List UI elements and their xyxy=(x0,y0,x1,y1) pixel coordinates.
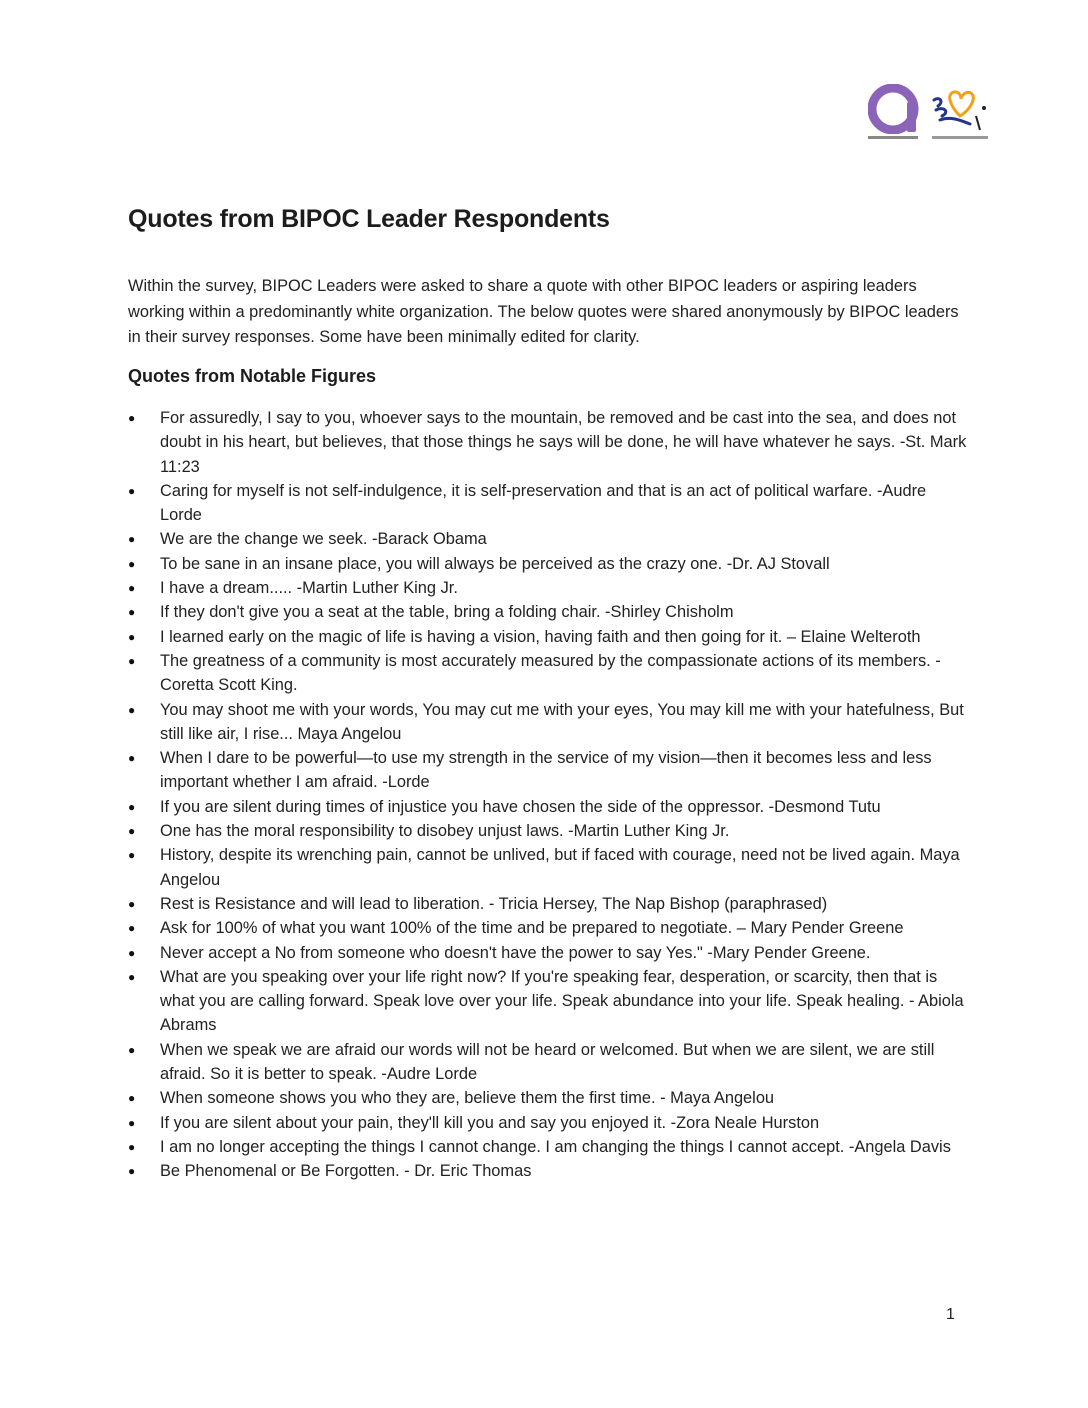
quote-item xyxy=(128,552,968,576)
quote-text: Ask for 100% of what you want 100% of the time and be prepared to negotiate. – Mary Pender Greene xyxy=(160,919,904,938)
quote-item xyxy=(128,698,968,747)
quote-item xyxy=(128,1159,968,1183)
quote-item xyxy=(128,600,968,624)
quote-item xyxy=(128,649,968,698)
quote-item xyxy=(128,1086,968,1110)
quote-text: If they don't give you a seat at the table, bring a folding chair. -Shirley Chisholm xyxy=(160,603,734,622)
quote-text: When someone shows you who they are, believe them the first time. - Maya Angelou xyxy=(160,1089,775,1108)
bullet-icon: ● xyxy=(128,1091,136,1106)
quote-item xyxy=(128,843,968,892)
quote-text: When we speak we are afraid our words will not be heard or welcomed. But when we are silent, we are still afraid. So it is better to speak. -Audre Lorde xyxy=(160,1040,935,1084)
quote-text: History, despite its wrenching pain, cannot be unlived, but if faced with courage, need not be lived again. Maya Angelou xyxy=(160,846,960,889)
quote-text: Never accept a No from someone who doesn't have the power to say Yes." -Mary Pender Greene. xyxy=(160,943,871,962)
quote-item xyxy=(128,479,968,528)
purple-letter-a-logo-icon xyxy=(868,84,922,134)
bullet-icon: ● xyxy=(128,581,136,596)
quote-item xyxy=(128,1135,968,1159)
bullet-icon: ● xyxy=(128,411,136,425)
page-title: Quotes from BIPOC Leader Respondents xyxy=(128,205,610,233)
header-logos xyxy=(864,84,992,144)
bullet-icon: ● xyxy=(128,1115,136,1130)
bullet-icon: ● xyxy=(128,556,136,571)
bullet-icon: ● xyxy=(128,702,136,717)
bullet-icon: ● xyxy=(128,848,136,863)
quote-item xyxy=(128,1038,968,1087)
quote-text: I am no longer accepting the things I cannot change. I am changing the things I cannot accept. -Angela Davis xyxy=(160,1137,951,1156)
quote-item xyxy=(128,576,968,600)
quote-text: The greatness of a community is most accurately measured by the compassionate actions of its members. -Coretta Scott King. xyxy=(160,651,941,695)
intro-paragraph: Within the survey, BIPOC Leaders were asked to share a quote with other BIPOC leaders or aspiring leaders working within a predominantly white organization. The below quotes were shared anonymously by BIPOC leaders in their survey responses. Some have been minimally edited for clarity. xyxy=(128,277,959,346)
quote-item xyxy=(128,916,968,940)
bullet-icon: ● xyxy=(128,824,136,839)
bullet-icon: ● xyxy=(128,1042,136,1057)
quote-item xyxy=(128,746,968,795)
quote-item xyxy=(128,795,968,819)
quote-item xyxy=(128,965,968,1038)
quote-text: What are you speaking over your life right now? If you're speaking fear, desperation, or scarcity, then that is what you are calling forward. Speak love over your life. Speak abundance into your life. Speak healing. - Abiola Abrams xyxy=(160,967,964,1035)
quote-text: If you are silent about your pain, they'll kill you and say you enjoyed it. -Zora Neale Hurston xyxy=(160,1113,820,1132)
section-heading: Quotes from Notable Figures xyxy=(128,366,377,386)
quote-text: You may shoot me with your words, You may cut me with your eyes, You may kill me with your hatefulness, But still like air, I rise... Maya Angelou xyxy=(160,700,964,743)
bullet-icon: ● xyxy=(128,605,136,620)
quote-text: Rest is Resistance and will lead to liberation. - Tricia Hersey, The Nap Bishop (paraphrased) xyxy=(160,894,828,913)
quote-text: Caring for myself is not self-indulgence, it is self-preservation and that is an act of political warfare. -Audre Lorde xyxy=(160,481,927,525)
quote-item xyxy=(128,527,968,551)
bullet-icon: ● xyxy=(128,1139,136,1154)
quote-text: If you are silent during times of injustice you have chosen the side of the oppressor. -Desmond Tutu xyxy=(160,797,881,816)
bullet-icon: ● xyxy=(128,629,136,644)
quote-text: For assuredly, I say to you, whoever says to the mountain, be removed and be cast into the sea, and does not doubt in his heart, but believes, that those things he says will be done, he will have whatever he says. -St. Mark 11:23 xyxy=(160,409,967,476)
bullet-icon: ● xyxy=(128,896,136,911)
quote-text: We are the change we seek. -Barack Obama xyxy=(160,530,487,549)
bullet-icon: ● xyxy=(128,483,136,498)
bullet-icon: ● xyxy=(128,799,136,814)
quote-text: I learned early on the magic of life is having a vision, having faith and then going for it. – Elaine Welteroth xyxy=(160,627,921,646)
quote-list xyxy=(128,406,968,1184)
logo-caption-strip xyxy=(868,136,992,140)
quote-text: To be sane in an insane place, you will always be perceived as the crazy one. -Dr. AJ Stovall xyxy=(160,554,830,573)
quote-text: When I dare to be powerful—to use my strength in the service of my vision—then it becomes less and less important whether I am afraid. -Lorde xyxy=(160,749,932,792)
page-number: 1 xyxy=(946,1306,955,1323)
quote-item xyxy=(128,625,968,649)
bullet-icon: ● xyxy=(128,921,136,936)
hearts-doodle-logo-icon xyxy=(930,86,990,132)
quote-item xyxy=(128,819,968,843)
quote-item xyxy=(128,892,968,916)
quote-item xyxy=(128,941,968,965)
bullet-icon: ● xyxy=(128,653,136,668)
quote-text: I have a dream..... -Martin Luther King Jr. xyxy=(160,579,458,598)
bullet-icon: ● xyxy=(128,969,136,984)
quote-text: One has the moral responsibility to disobey unjust laws. -Martin Luther King Jr. xyxy=(160,822,730,841)
quote-text: Be Phenomenal or Be Forgotten. - Dr. Eric Thomas xyxy=(160,1162,532,1181)
bullet-icon: ● xyxy=(128,945,136,960)
bullet-icon: ● xyxy=(128,1164,136,1179)
bullet-icon: ● xyxy=(128,532,136,547)
quote-item xyxy=(128,406,968,479)
bullet-icon: ● xyxy=(128,751,136,766)
quote-item xyxy=(128,1111,968,1135)
